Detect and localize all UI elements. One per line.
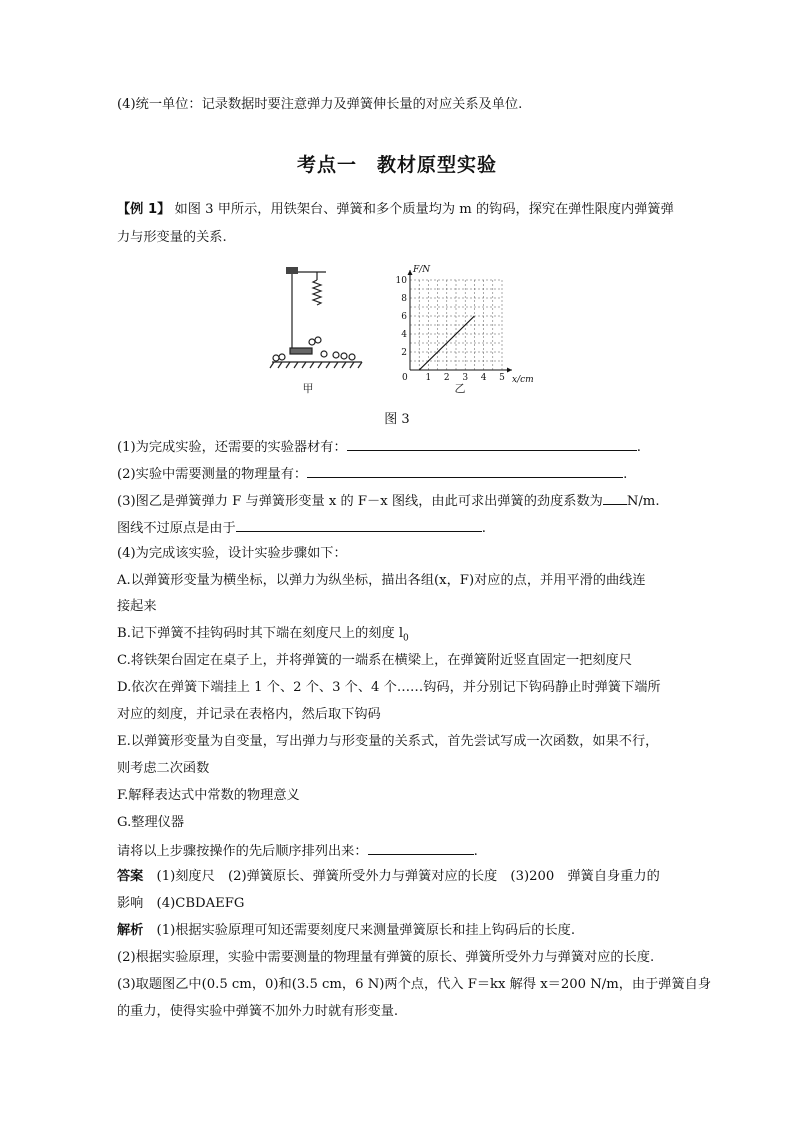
order-prompt xyxy=(117,841,478,861)
step-b-text: B.记下弹簧不挂钩码时其下端在刻度尺上的刻度 l xyxy=(117,626,404,641)
section-title: 考点一 教材原型实验 xyxy=(296,154,497,176)
weight-3 xyxy=(309,339,315,345)
analysis-line-3: (3)取题图乙中(0.5 cm，0)和(3.5 cm，6 N)两个点，代入 F＝kx 解得 x＝200 N/m，由于弹簧自身 xyxy=(117,977,712,992)
example-line-1 xyxy=(117,201,674,219)
question-1 xyxy=(117,437,641,457)
table-hatch xyxy=(270,362,274,368)
order-blank[interactable] xyxy=(368,841,474,855)
answer-label: 答案 xyxy=(117,869,144,884)
apparatus-illustration xyxy=(270,267,362,368)
label-jia: 甲 xyxy=(302,382,314,395)
weight-1 xyxy=(273,355,279,361)
analysis-line-1 xyxy=(117,922,575,940)
y-tick-label: 2 xyxy=(401,348,407,358)
question-3a xyxy=(117,491,660,511)
weight-5 xyxy=(321,351,327,357)
x-tick-label: 1 xyxy=(425,373,432,383)
x-tick-label: 3 xyxy=(462,373,469,383)
weight-6 xyxy=(333,352,339,358)
analysis-text-1: (1)根据实验原理可知还需要刻度尺来测量弹簧原长和挂上钩码后的长度. xyxy=(143,923,576,938)
step-f: F.解释表达式中常数的物理意义 xyxy=(117,788,300,803)
fx-chart xyxy=(396,265,534,385)
x-tick-label: 4 xyxy=(480,373,487,383)
example-text-1: 如图 3 甲所示，用铁架台、弹簧和多个质量均为 m 的钩码，探究在弹性限度内弹簧弹 xyxy=(174,202,674,217)
beam-clamp xyxy=(286,267,298,274)
step-e-line-1: E.以弹簧形变量为自变量，写出弹力与形变量的关系式，首先尝试写成一次函数，如果不行， xyxy=(117,734,659,749)
y-tick-label: 10 xyxy=(395,276,407,286)
question-3a-end: N/m. xyxy=(626,494,660,509)
step-d-line-2: 对应的刻度，并记录在表格内，然后取下钩码 xyxy=(117,707,381,722)
weight-8 xyxy=(349,354,355,360)
y-tick-label: 8 xyxy=(401,294,407,304)
analysis-line-2: (2)根据实验原理，实验中需要测量的物理量有弹簧的原长、弹簧所受外力与弹簧对应的长度. xyxy=(117,950,655,965)
weight-7 xyxy=(341,353,347,359)
analysis-line-4: 的重力，使得实验中弹簧不加外力时就有形变量. xyxy=(117,1004,399,1019)
spring xyxy=(313,280,321,305)
step-a-line-1: A.以弹簧形变量为横坐标，以弹力为纵坐标，描出各组(x，F)对应的点，并用平滑的曲线连 xyxy=(117,573,646,588)
order-prompt-text: 请将以上步骤按操作的先后顺序排列出来： xyxy=(117,844,368,859)
question-3a-blank[interactable] xyxy=(603,491,627,505)
intro-text: (4)统一单位：记录数据时要注意弹力及弹簧伸长量的对应关系及单位. xyxy=(117,97,523,112)
question-2-text: (2)实验中需要测量的物理量有： xyxy=(117,467,308,482)
weight-2 xyxy=(279,354,285,360)
question-2-end: . xyxy=(623,467,628,482)
y-axis-arrow xyxy=(408,270,413,275)
question-2-blank[interactable] xyxy=(307,464,623,478)
stand-base xyxy=(290,348,312,354)
origin-label: 0 xyxy=(402,373,408,383)
x-axis-label: x/cm xyxy=(512,375,534,385)
step-b-subscript: 0 xyxy=(403,633,409,644)
x-tick-label: 2 xyxy=(443,373,450,383)
question-1-end: . xyxy=(636,440,641,455)
label-yi: 乙 xyxy=(454,382,466,395)
weight-4 xyxy=(315,337,321,343)
example-line-2: 力与形变量的关系. xyxy=(117,230,227,245)
y-tick-label: 6 xyxy=(401,312,407,322)
step-a-line-2: 接起来 xyxy=(117,599,157,614)
example-tag: 【例 1】 xyxy=(117,202,171,217)
question-2 xyxy=(117,464,627,484)
question-3b xyxy=(117,518,486,538)
step-d-line-1: D.依次在弹簧下端挂上 1 个、2 个、3 个、4 个……钩码，并分别记下钩码静止时弹簧下端所 xyxy=(117,680,661,695)
step-g: G.整理仪器 xyxy=(117,815,185,830)
answer-text-1: (1)刻度尺 (2)弹簧原长、弹簧所受外力与弹簧对应的长度 (3)200 弹簧自身重力的 xyxy=(143,869,660,884)
step-e-line-2: 则考虑二次函数 xyxy=(117,761,210,776)
x-tick-label: 5 xyxy=(499,373,505,383)
question-3b-text: 图线不过原点是由于 xyxy=(117,521,236,536)
answer-line-2: 影响 (4)CBDAEFG xyxy=(117,896,245,911)
figure-caption: 图 3 xyxy=(384,412,410,427)
question-3a-text: (3)图乙是弹簧弹力 F 与弹簧形变量 x 的 F－x 图线，由此可求出弹簧的劲度系数为 xyxy=(117,494,603,509)
y-tick-label: 4 xyxy=(401,330,407,340)
question-3b-end: . xyxy=(481,521,486,536)
y-axis-label: F/N xyxy=(413,265,431,275)
answer-line-1 xyxy=(117,868,660,886)
x-axis-arrow xyxy=(507,368,512,373)
analysis-label: 解析 xyxy=(117,923,144,938)
question-1-blank[interactable] xyxy=(347,437,637,451)
step-c: C.将铁架台固定在桌子上，并将弹簧的一端系在横梁上，在弹簧附近竖直固定一把刻度尺 xyxy=(117,653,632,668)
question-3b-blank[interactable] xyxy=(236,518,482,532)
question-4: (4)为完成该实验，设计实验步骤如下： xyxy=(117,546,347,561)
question-1-text: (1)为完成实验，还需要的实验器材有： xyxy=(117,440,347,455)
order-end: . xyxy=(473,844,478,859)
figure-3 xyxy=(262,258,542,398)
step-b xyxy=(117,625,409,648)
